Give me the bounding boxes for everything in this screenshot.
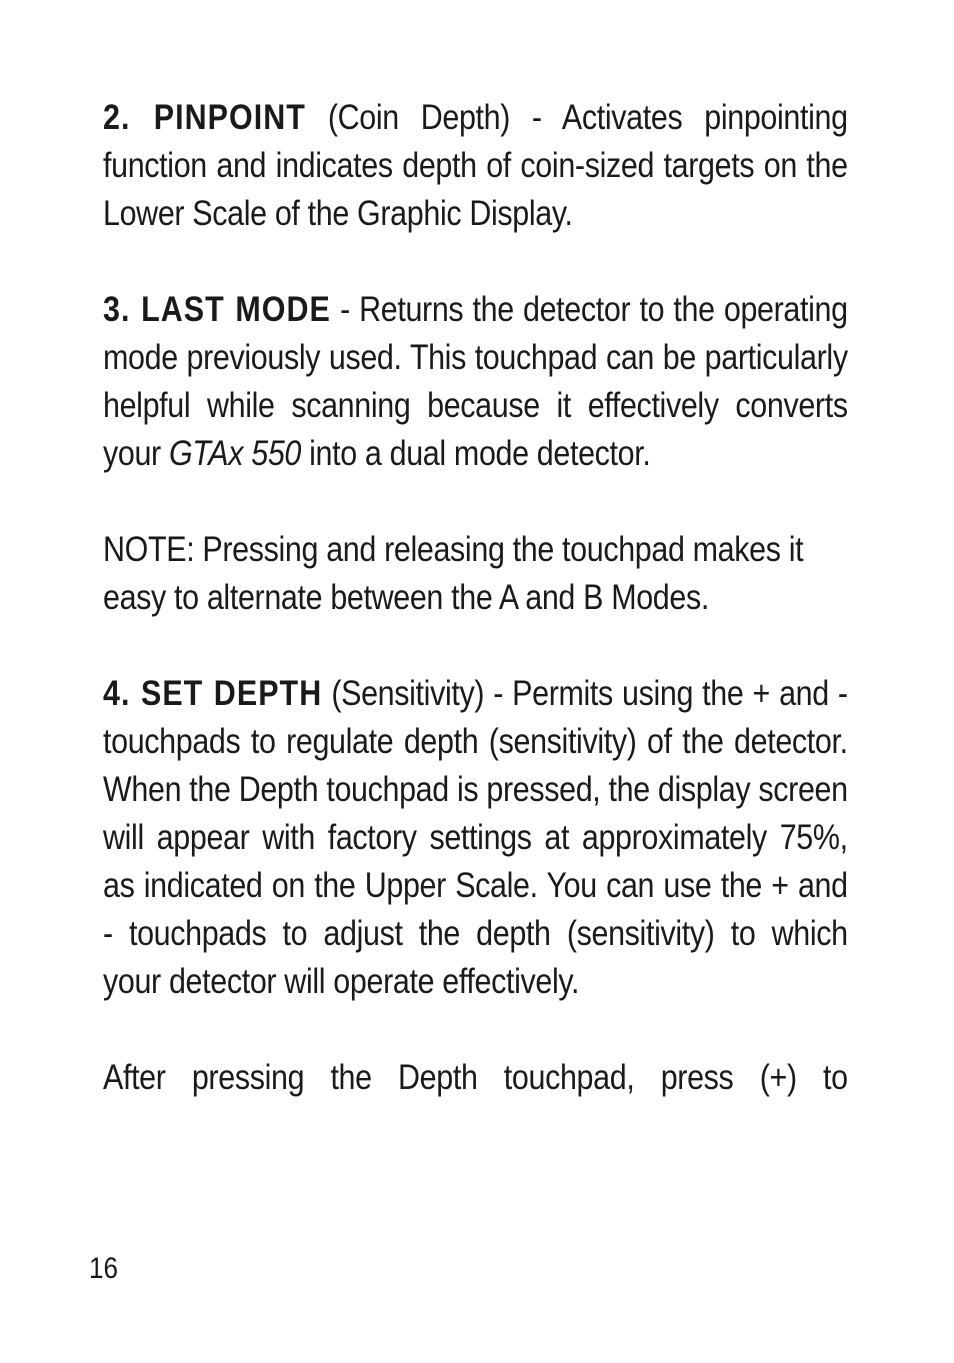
- last-mode-description-end: into a dual mode detector.: [301, 434, 651, 473]
- pinpoint-heading: 2. PINPOINT: [103, 98, 306, 137]
- last-mode-heading: 3. LAST MODE: [103, 290, 331, 329]
- last-mode-paragraph: [103, 286, 848, 478]
- pinpoint-description: (Coin Depth) - Activates pinpointing function and indicates depth of coin-sized targets on the Lower Scale of the Graphic Display.: [103, 98, 848, 233]
- set-depth-heading: 4. SET DEPTH: [103, 674, 323, 713]
- product-name: GTAx 550: [168, 434, 302, 473]
- page-number: 16: [89, 1252, 119, 1285]
- pinpoint-paragraph: [103, 94, 848, 238]
- set-depth-description: (Sensitivity) - Permits using the + and - touchpads to regulate depth (sensitivity) of the detector. When the Depth touchpad is pressed, the display screen will appear with factory settings at approximately 75%, as indicated on the Upper Scale. You can use the + and - touchpads to adjust the depth (sensitivity) to which your detector will operate effectively.: [103, 674, 848, 1001]
- note-paragraph: NOTE: Pressing and releasing the touchpad makes it easy to alternate between the A and B Modes.: [103, 530, 804, 617]
- last-mode-description: - Returns the detector to the operating mode previously used. This touchpad can be particularly helpful while scanning because it effectively converts your: [103, 290, 848, 473]
- after-paragraph: After pressing the Depth touchpad, press (+) to: [103, 1058, 848, 1097]
- page-content: [103, 94, 847, 1102]
- set-depth-paragraph: [103, 670, 848, 1006]
